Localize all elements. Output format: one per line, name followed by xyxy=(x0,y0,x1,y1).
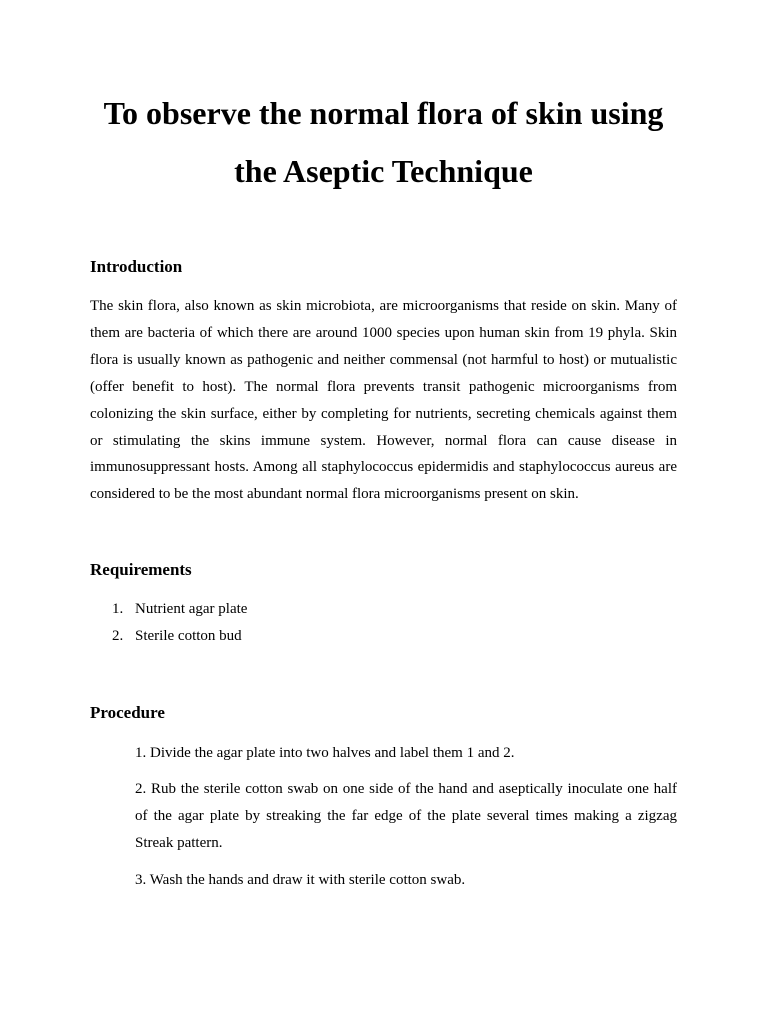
document-title: To observe the normal flora of skin using the Aseptic Technique xyxy=(103,95,664,189)
requirements-list xyxy=(90,596,677,650)
procedure-heading: Procedure xyxy=(90,703,165,722)
procedure-step: 1. Divide the agar plate into two halves and label them 1 and 2. xyxy=(135,745,515,761)
introduction-heading: Introduction xyxy=(90,257,183,276)
procedure-step: 3. Wash the hands and draw it with sterile cotton swab. xyxy=(135,872,466,888)
list-item-number: 2. xyxy=(112,628,124,644)
list-item xyxy=(90,596,677,623)
procedure-step: 2. Rub the sterile cotton swab on one side of the hand and aseptically inoculate one half of the agar plate by streaking the far edge of the plate several times making a zigzag Streak pattern. xyxy=(135,781,677,851)
list-item-text: Nutrient agar plate xyxy=(135,601,248,617)
list-item-text: Sterile cotton bud xyxy=(135,628,242,644)
introduction-paragraph: The skin flora, also known as skin microbiota, are microorganisms that reside on skin. Many of them are bacteria of which there are around 1000 species upon human skin from 19 phyla. Skin flora is usually known as pathogenic and neither commensal (not harmful to host) or mutualistic (offer benefit to host). The normal flora prevents transit pathogenic microorganisms from colonizing the skin surface, either by completing for nutrients, secreting chemicals against them or stimulating the skins immune system. However, normal flora can cause disease in immunosuppressant hosts. Among all staphylococcus epidermidis and staphylococcus aureus are considered to be the most abundant normal flora microorganisms present on skin. xyxy=(90,298,677,503)
list-item xyxy=(90,623,677,650)
requirements-heading: Requirements xyxy=(90,560,192,579)
list-item-number: 1. xyxy=(112,601,124,617)
